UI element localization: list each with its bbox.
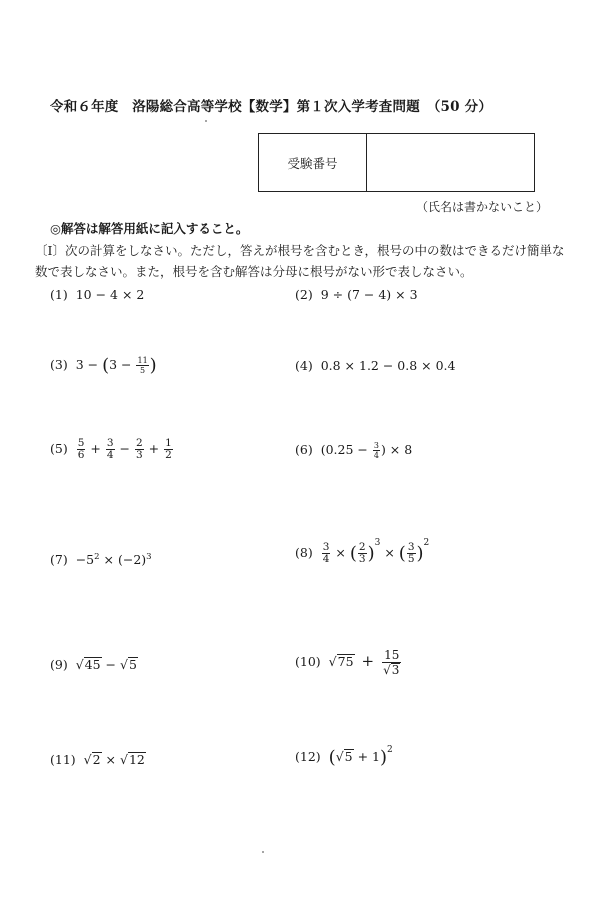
numerator: 3 <box>373 441 379 450</box>
numerator: 15 <box>382 648 401 663</box>
operator: × <box>101 752 120 767</box>
denominator: 3 <box>135 449 143 461</box>
problem-11 <box>50 752 146 767</box>
fraction <box>135 438 144 461</box>
problem-number: (4) <box>295 358 313 373</box>
problem-8 <box>295 538 430 565</box>
denominator: 5 <box>407 553 415 565</box>
problem-5 <box>50 438 174 461</box>
radicand: 5 <box>128 657 137 672</box>
section-instruction <box>35 240 575 282</box>
problem-number: (5) <box>50 441 68 456</box>
numerator: 3 <box>106 437 114 449</box>
numerator: 5 <box>77 437 85 449</box>
problem-number: (10) <box>295 654 321 669</box>
numerator: 11 <box>137 356 148 365</box>
expr-rest: + 1 <box>353 749 380 764</box>
exam-number-field[interactable] <box>366 134 534 191</box>
paren-close: ) <box>416 543 424 564</box>
exam-number-box <box>258 133 535 192</box>
paren-open: ( <box>349 543 357 564</box>
denominator: 4 <box>322 553 330 565</box>
problem-1 <box>50 287 144 302</box>
exam-number-label: 受験番号 <box>287 156 338 171</box>
problem-number: (1) <box>50 287 68 302</box>
denominator: √3 <box>383 663 400 677</box>
problem-number: (2) <box>295 287 313 302</box>
operator: + <box>361 652 375 670</box>
problem-12 <box>295 747 393 768</box>
operator: × <box>335 545 346 560</box>
radical-sign: √ <box>75 657 84 672</box>
expr-part: 3 − <box>109 357 136 372</box>
exponent: 2 <box>94 551 100 562</box>
numerator: 2 <box>358 541 366 553</box>
operator: + <box>90 441 101 456</box>
numerator: 1 <box>165 437 172 449</box>
name-note: （氏名は書かないこと） <box>416 200 549 214</box>
fraction <box>77 438 86 461</box>
problem-3 <box>50 355 157 376</box>
exponent: 3 <box>146 551 152 562</box>
scan-speck <box>205 120 207 122</box>
fraction <box>373 441 380 460</box>
exponent: 3 <box>374 538 381 548</box>
paren-close: ) <box>379 747 388 768</box>
problem-10 <box>295 648 402 677</box>
problem-number: (9) <box>50 657 68 672</box>
operator: − <box>119 441 130 456</box>
paren-close: ) <box>367 543 375 564</box>
radicand: 5 <box>344 749 353 764</box>
exponent: 2 <box>387 745 393 755</box>
numerator: 3 <box>322 541 330 553</box>
radicand: 2 <box>92 752 101 767</box>
problem-2 <box>295 287 418 302</box>
expr-part: 3 − <box>75 357 103 372</box>
radicand: 45 <box>84 657 101 672</box>
denominator: 3 <box>358 553 366 565</box>
expr-pre: (0.25 − <box>320 442 372 457</box>
fraction <box>106 438 115 461</box>
denominator: 4 <box>373 451 379 460</box>
page-title: 令和６年度 洛陽総合高等学校【数学】第１次入学考査問題 （50 分） <box>50 99 493 115</box>
operator: − <box>101 657 120 672</box>
problem-7 <box>50 552 152 567</box>
problem-number: (6) <box>295 442 313 457</box>
section-marker: 〔Ⅰ〕 <box>35 243 65 258</box>
problem-number: (12) <box>295 749 321 764</box>
exponent: 2 <box>423 538 430 548</box>
problem-9 <box>50 657 138 672</box>
radicand: 75 <box>337 654 354 669</box>
radical-sign: √ <box>335 749 344 764</box>
fraction <box>164 438 173 461</box>
problem-expression: 9 ÷ (7 − 4) × 3 <box>320 287 418 302</box>
problem-4 <box>295 358 455 373</box>
radicand: 3 <box>391 663 400 677</box>
radical-sign: √ <box>120 752 128 767</box>
denominator: 4 <box>106 449 114 461</box>
radical-sign: √ <box>83 752 92 767</box>
fraction <box>322 542 331 565</box>
problem-expression: 10 − 4 × 2 <box>75 287 145 302</box>
fraction <box>358 542 367 565</box>
problem-expression: 0.8 × 1.2 − 0.8 × 0.4 <box>320 358 456 373</box>
numerator: 2 <box>135 437 143 449</box>
problem-6 <box>295 441 412 460</box>
paren-open: ( <box>398 543 406 564</box>
radical-sign: √ <box>120 657 128 672</box>
denominator: 2 <box>165 449 172 461</box>
instruction-text: 次の計算をしなさい。ただし，答えが根号を含むとき，根号の中の数はできるだけ簡単な数で表しなさい。また，根号を含む解答は分母に根号がない形で表しなさい。 <box>35 243 565 279</box>
scan-speck <box>262 851 264 853</box>
base-a: −5 <box>75 552 95 567</box>
paren-open: ( <box>102 355 110 376</box>
answer-note: ◎解答は解答用紙に記入すること。 <box>50 221 249 236</box>
paren-close: ) <box>149 355 157 376</box>
radicand: 12 <box>128 752 145 767</box>
problem-number: (3) <box>50 357 68 372</box>
denominator: 6 <box>77 449 85 461</box>
operator: × <box>384 545 395 560</box>
problem-number: (11) <box>50 752 76 767</box>
problem-number: (7) <box>50 552 68 567</box>
fraction <box>382 648 401 677</box>
radical-sign: √ <box>328 654 337 669</box>
fraction <box>407 542 416 565</box>
paren-open: ( <box>328 747 336 768</box>
expr-post: ) × 8 <box>380 442 413 457</box>
fraction <box>136 356 148 375</box>
numerator: 3 <box>407 541 415 553</box>
problem-number: (8) <box>295 545 313 560</box>
expr-mid: × (−2) <box>99 552 147 567</box>
operator: + <box>148 441 160 456</box>
denominator: 5 <box>140 366 146 375</box>
